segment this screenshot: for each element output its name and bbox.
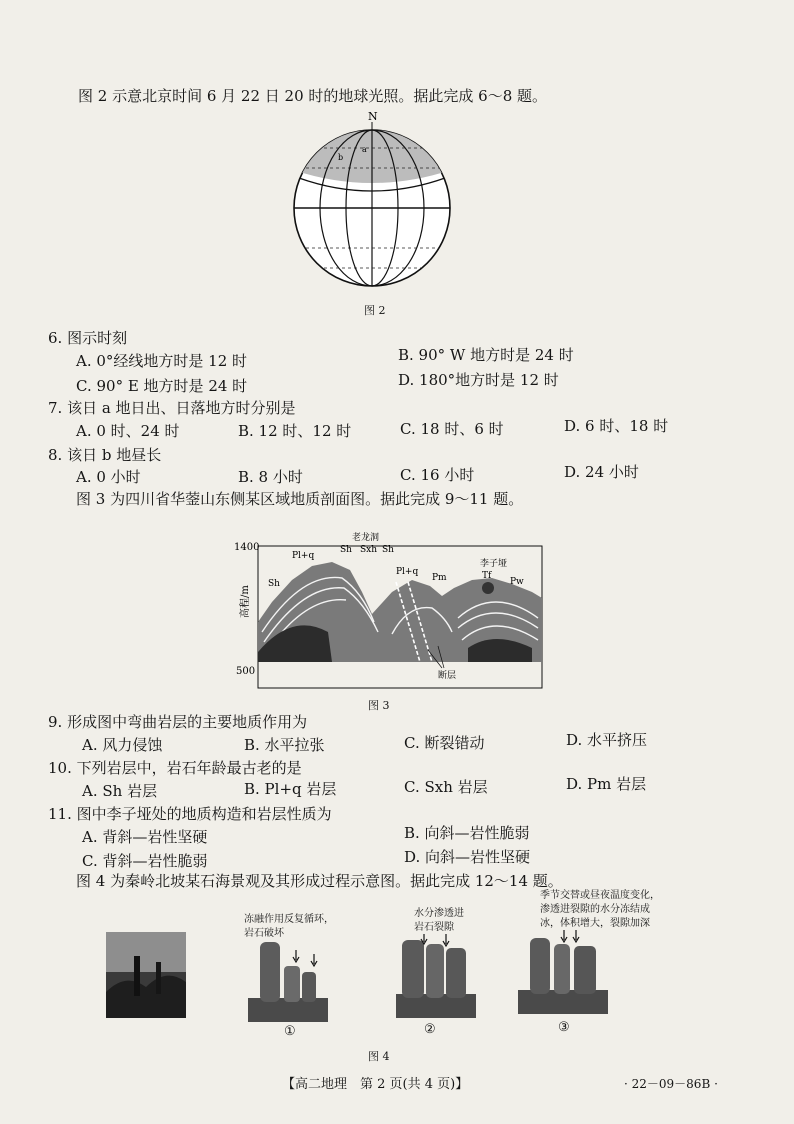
q11-option-a: A. 背斜—岩性坚硬: [82, 828, 208, 846]
footer-page: 【高二地理 第 2 页(共 4 页)】: [282, 1077, 469, 1092]
q6-option-b: B. 90° W 地方时是 24 时: [398, 346, 574, 364]
intro-fig2: 图 2 示意北京时间 6 月 22 日 20 时的地球光照。据此完成 6～8 题。: [78, 87, 548, 105]
panel1-text-1: 冻融作用反复循环，: [244, 914, 334, 925]
q9-option-b: B. 水平拉张: [244, 736, 325, 754]
label-sh-mid: Sh: [340, 545, 352, 555]
panel2-text-2: 岩石裂隙: [414, 922, 454, 933]
label-liziya: 李子垭: [480, 559, 508, 569]
label-sh-left: Sh: [268, 579, 280, 589]
q9-option-a: A. 风力侵蚀: [82, 736, 163, 754]
panel1-illustration: [248, 938, 328, 1022]
label-n: N: [368, 110, 378, 123]
q7-option-d: D. 6 时、18 时: [564, 417, 669, 435]
figure-2-globe: [282, 108, 462, 298]
q7-option-b: B. 12 时、12 时: [238, 422, 352, 440]
label-pw: Pw: [510, 577, 524, 587]
q6-stem: 6. 图示时刻: [48, 329, 128, 347]
q9-option-c: C. 断裂错动: [404, 734, 485, 752]
panel3-text-3: 冰，体积增大，裂隙加深: [540, 918, 650, 929]
q9-stem: 9. 形成图中弯曲岩层的主要地质作用为: [48, 713, 308, 731]
figure-4-photo: [106, 932, 186, 1018]
q10-stem: 10. 下列岩层中，岩石年龄最古老的是: [48, 759, 302, 777]
panel1-number: ①: [284, 1024, 296, 1039]
fig3-caption: 图 3: [368, 699, 390, 712]
y-bottom-label: 500: [236, 666, 256, 677]
fig4-caption: 图 4: [368, 1050, 390, 1063]
panel2-illustration: [396, 934, 476, 1018]
label-sxh: Sxh: [360, 545, 378, 555]
panel2-text-1: 水分渗透进: [414, 908, 464, 919]
label-plq-right: Pl+q: [396, 567, 419, 577]
panel3-text-2: 渗透进裂隙的水分冻结成: [540, 904, 650, 915]
q10-option-c: C. Sxh 岩层: [404, 778, 488, 796]
panel1-text-2: 岩石破坏: [244, 928, 284, 939]
q6-option-a: A. 0°经线地方时是 12 时: [76, 352, 248, 370]
q10-option-b: B. Pl+q 岩层: [244, 780, 337, 798]
q8-option-d: D. 24 小时: [564, 463, 639, 481]
q7-stem: 7. 该日 a 地日出、日落地方时分别是: [48, 399, 296, 417]
q11-option-c: C. 背斜—岩性脆弱: [82, 852, 208, 870]
label-a: a: [362, 145, 367, 154]
intro-fig3: 图 3 为四川省华蓥山东侧某区域地质剖面图。据此完成 9～11 题。: [76, 490, 524, 508]
footer-code: · 22－09－86B ·: [624, 1077, 718, 1091]
label-sh-right: Sh: [382, 545, 394, 555]
q6-option-c: C. 90° E 地方时是 24 时: [76, 377, 248, 395]
q11-stem: 11. 图中李子垭处的地质构造和岩层性质为: [48, 805, 332, 823]
intro-fig4: 图 4 为秦岭北坡某石海景观及其形成过程示意图。据此完成 12～14 题。: [76, 872, 563, 890]
y-top-label: 1400: [234, 542, 260, 553]
label-laolongdong: 老龙洞: [352, 533, 380, 543]
q11-option-d: D. 向斜—岩性坚硬: [404, 848, 531, 866]
q10-option-d: D. Pm 岩层: [566, 775, 647, 793]
label-plq-left: Pl+q: [292, 551, 315, 561]
q11-option-b: B. 向斜—岩性脆弱: [404, 824, 530, 842]
panel3-number: ③: [558, 1020, 570, 1035]
q8-stem: 8. 该日 b 地昼长: [48, 446, 162, 464]
q8-option-b: B. 8 小时: [238, 468, 303, 486]
figure-3-section: [232, 522, 532, 702]
q10-option-a: A. Sh 岩层: [82, 782, 158, 800]
label-pm: Pm: [432, 573, 447, 583]
y-axis-label: 高程/m: [240, 585, 251, 618]
q7-option-a: A. 0 时、24 时: [76, 422, 180, 440]
q9-option-d: D. 水平挤压: [566, 731, 648, 749]
label-b: b: [338, 153, 344, 162]
fig2-caption: 图 2: [364, 304, 386, 317]
q6-option-d: D. 180°地方时是 12 时: [398, 371, 559, 389]
q8-option-c: C. 16 小时: [400, 466, 475, 484]
q8-option-a: A. 0 小时: [76, 468, 141, 486]
panel2-number: ②: [424, 1022, 436, 1037]
q7-option-c: C. 18 时、6 时: [400, 420, 504, 438]
panel3-illustration: [518, 930, 608, 1014]
label-fault: 断层: [438, 671, 457, 681]
panel3-text-1: 季节交替或昼夜温度变化，: [540, 890, 660, 901]
label-tf: Tf: [482, 571, 492, 581]
